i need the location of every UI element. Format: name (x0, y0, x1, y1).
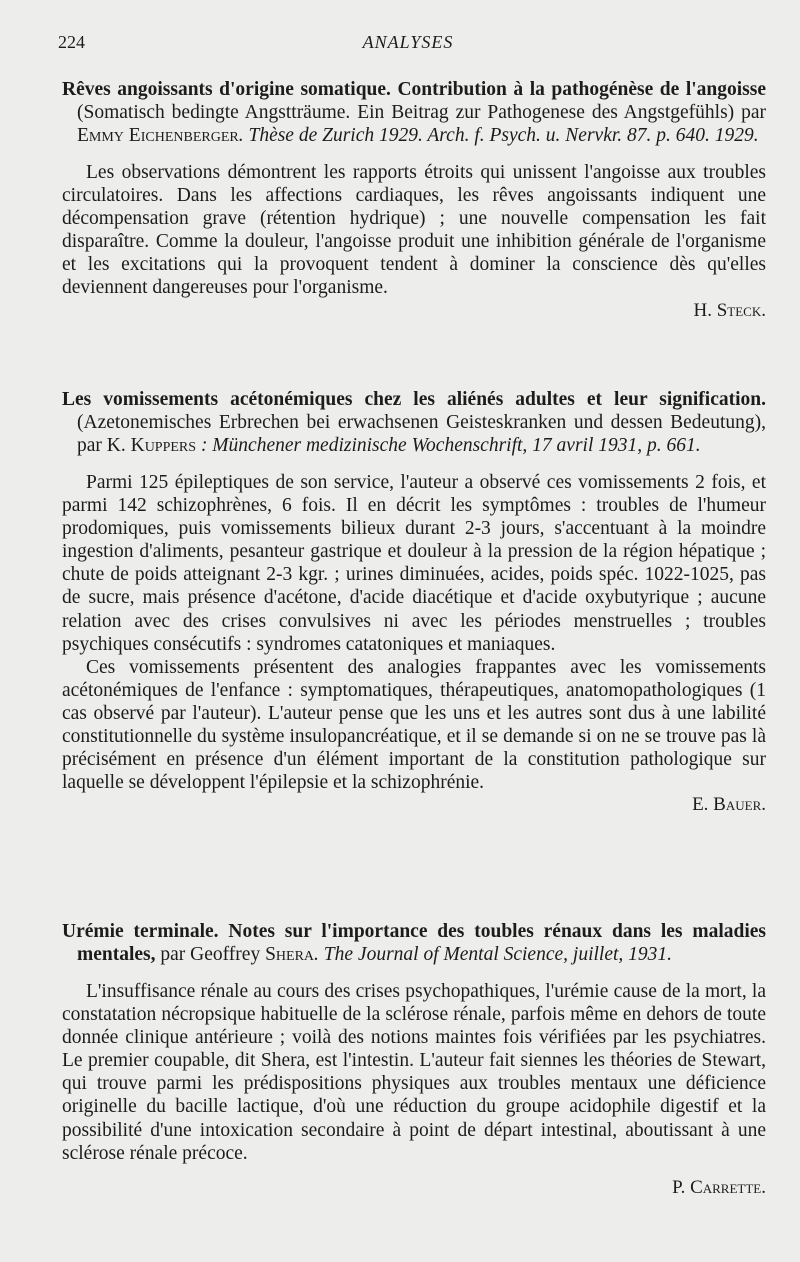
article-1-title-bold: Rêves angoissants d'origine somatique. Contribution à la pathogénèse de l'angoisse (62, 79, 766, 100)
article-3-author: Shera (265, 944, 315, 965)
page-number: 224 (58, 32, 85, 52)
article-2-title-rest: (Azetonemisches Erbrechen bei erwachsenen Geisteskranken und dessen Bedeutung), par K. (77, 412, 766, 456)
article-2-title (62, 388, 766, 457)
article-1-title-rest: (Somatisch bedingte Angstträume. Ein Beitrag zur Pathogenese des Angstgefühls) par (77, 102, 766, 123)
article-1 (62, 78, 766, 322)
article-2-signature: E. Bauer. (692, 794, 766, 816)
article-1-source: . Thèse de Zurich 1929. Arch. f. Psych. u. Nervkr. 87. p. 640. 1929. (238, 125, 759, 146)
article-2-paragraph-1: Parmi 125 épileptiques de son service, l'auteur a observé ces vomissements 2 fois, et parmi 142 schizophrènes, 6 fois. Il en décrit les symptômes : troubles de l'humeur prodomiques, puis vomissements bilieux durant 2-3 jours, s'accentuant à la moindre ingestion d'aliments, pesanteur gastrique et douleur à la pression de la région hépatique ; chute de poids atteignant 2-3 kgr. ; urines diminuées, acides, poids spéc. 1022-1025, pas de sucre, mais présence d'acétone, d'acide diacétique et d'acide oxybutyrique ; aucune relation avec des crises convulsives ni avec les périodes menstruelles ; troubles psychiques consécutifs : syndromes catatoniques et maniaques. (62, 472, 766, 655)
article-2 (62, 388, 766, 816)
article-1-signature: H. Steck. (693, 299, 766, 321)
article-3-source: . The Journal of Mental Science, juillet, 1931. (314, 944, 673, 965)
article-2-paragraph-2: Ces vomissements présentent des analogies frappantes avec les vomissements acétonémiques de l'enfance : symptomatiques, thérapeutiques, anatomopathologiques (1 cas observé par l'auteur). L'auteur pense que les uns et les autres sont dus à une labilité constitutionnelle du système insulopancréatique, et il se demande si on ne se trouve pas là précisément en présence d'un élément important de la constitution pathologique sur laquelle se développent l'épilepsie et la schizophrénie. (62, 656, 766, 794)
article-1-paragraph-1: Les observations démontrent les rapports étroits qui unissent l'angoisse aux troubles circulatoires. Dans les affections cardiaques, les rêves angoissants indiquent une décompensation grave (rétention hydrique) ; une nouvelle compensation les fait disparaître. Comme la douleur, l'angoisse produit une inhibition générale de l'organisme et les excitations qui la provoquent tendent à dominer la conscience dès qu'elles deviennent dangereuses pour l'organisme. (62, 162, 766, 299)
article-3-signature: P. Carrette. (672, 1176, 766, 1198)
article-3 (62, 920, 766, 1199)
article-3-title-rest: par Geoffrey (155, 944, 266, 965)
running-head: ANALYSES (362, 32, 454, 52)
article-2-source: : Münchener medizinische Wochenschrift, 17 avril 1931, p. 661. (196, 435, 701, 456)
page-header (58, 32, 758, 56)
article-3-paragraph-1: L'insuffisance rénale au cours des crises psychopathiques, l'urémie cause de la mort, la constatation nécropsique habituelle de la sclérose rénale, parfois même en dehors de toute donnée clinique antérieure ; voilà des notions maintes fois vérifiées par les psychiatres. Le premier coupable, dit Shera, est l'intestin. L'auteur fait siennes les théories de Stewart, qui trouve parmi les prédispositions physiques aux troubles mentaux une déficience originelle du bacille lactique, d'où une réduction du groupe acidophile digestif et la possibilité d'une intoxication secondaire à point de départ intestinal, aboutissant à une sclérose rénale précoce. (62, 981, 766, 1164)
article-2-title-bold: Les vomissements acétonémiques chez les aliénés adultes et leur signification. (62, 389, 766, 410)
article-1-title (62, 78, 766, 147)
article-3-title-bold: Urémie terminale. Notes sur l'importance des toubles rénaux dans les maladies mentales, (62, 921, 766, 965)
article-1-author: Emmy Eichenberger (77, 125, 239, 146)
article-2-author: Kuppers (130, 435, 197, 456)
article-3-title (62, 920, 766, 966)
